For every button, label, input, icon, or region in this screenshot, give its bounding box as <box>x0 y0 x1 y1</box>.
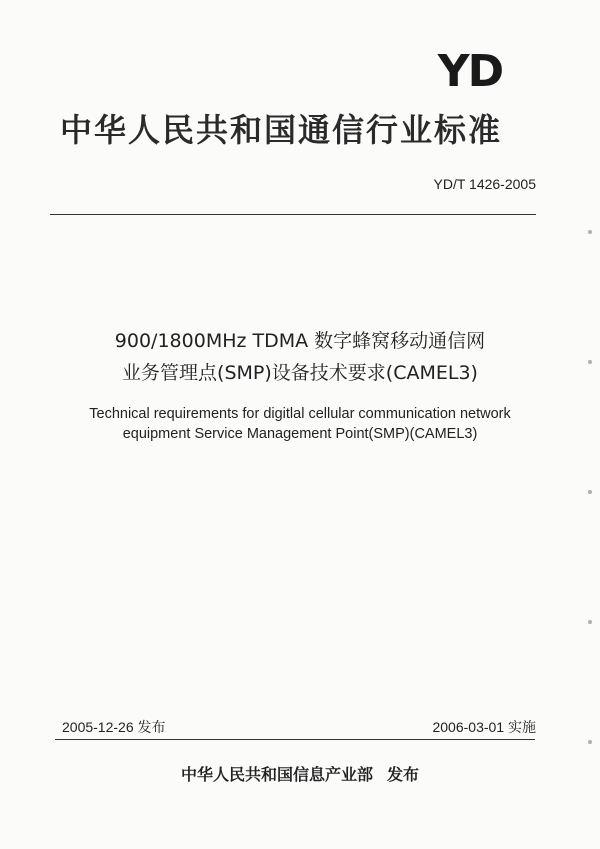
standard-family-heading: 中华人民共和国通信行业标准 <box>60 111 503 149</box>
english-title-line-2: equipment Service Management Point(SMP)(CAMEL3) <box>122 426 478 442</box>
chinese-title <box>40 325 560 389</box>
publisher-line <box>40 762 560 785</box>
standard-number: YD/T 1426-2005 <box>433 176 536 192</box>
effective-date: 2006-03-01 实施 <box>432 719 536 735</box>
english-title-line-1: Technical requirements for digitlal cellular communication network <box>89 406 511 422</box>
chinese-title-line-2: 业务管理点(SMP)设备技术要求(CAMEL3) <box>122 362 478 384</box>
english-title <box>40 404 560 444</box>
chinese-title-line-1: 900/1800MHz TDMA 数字蜂窝移动通信网 <box>114 330 486 352</box>
publisher-name: 中华人民共和国信息产业部 <box>180 765 373 784</box>
top-divider <box>50 214 536 215</box>
bottom-divider <box>55 739 535 740</box>
yd-logo: YD <box>437 46 503 97</box>
binding-marks <box>588 230 594 750</box>
publisher-suffix: 发布 <box>387 765 420 784</box>
issue-date: 2005-12-26 发布 <box>62 719 166 735</box>
